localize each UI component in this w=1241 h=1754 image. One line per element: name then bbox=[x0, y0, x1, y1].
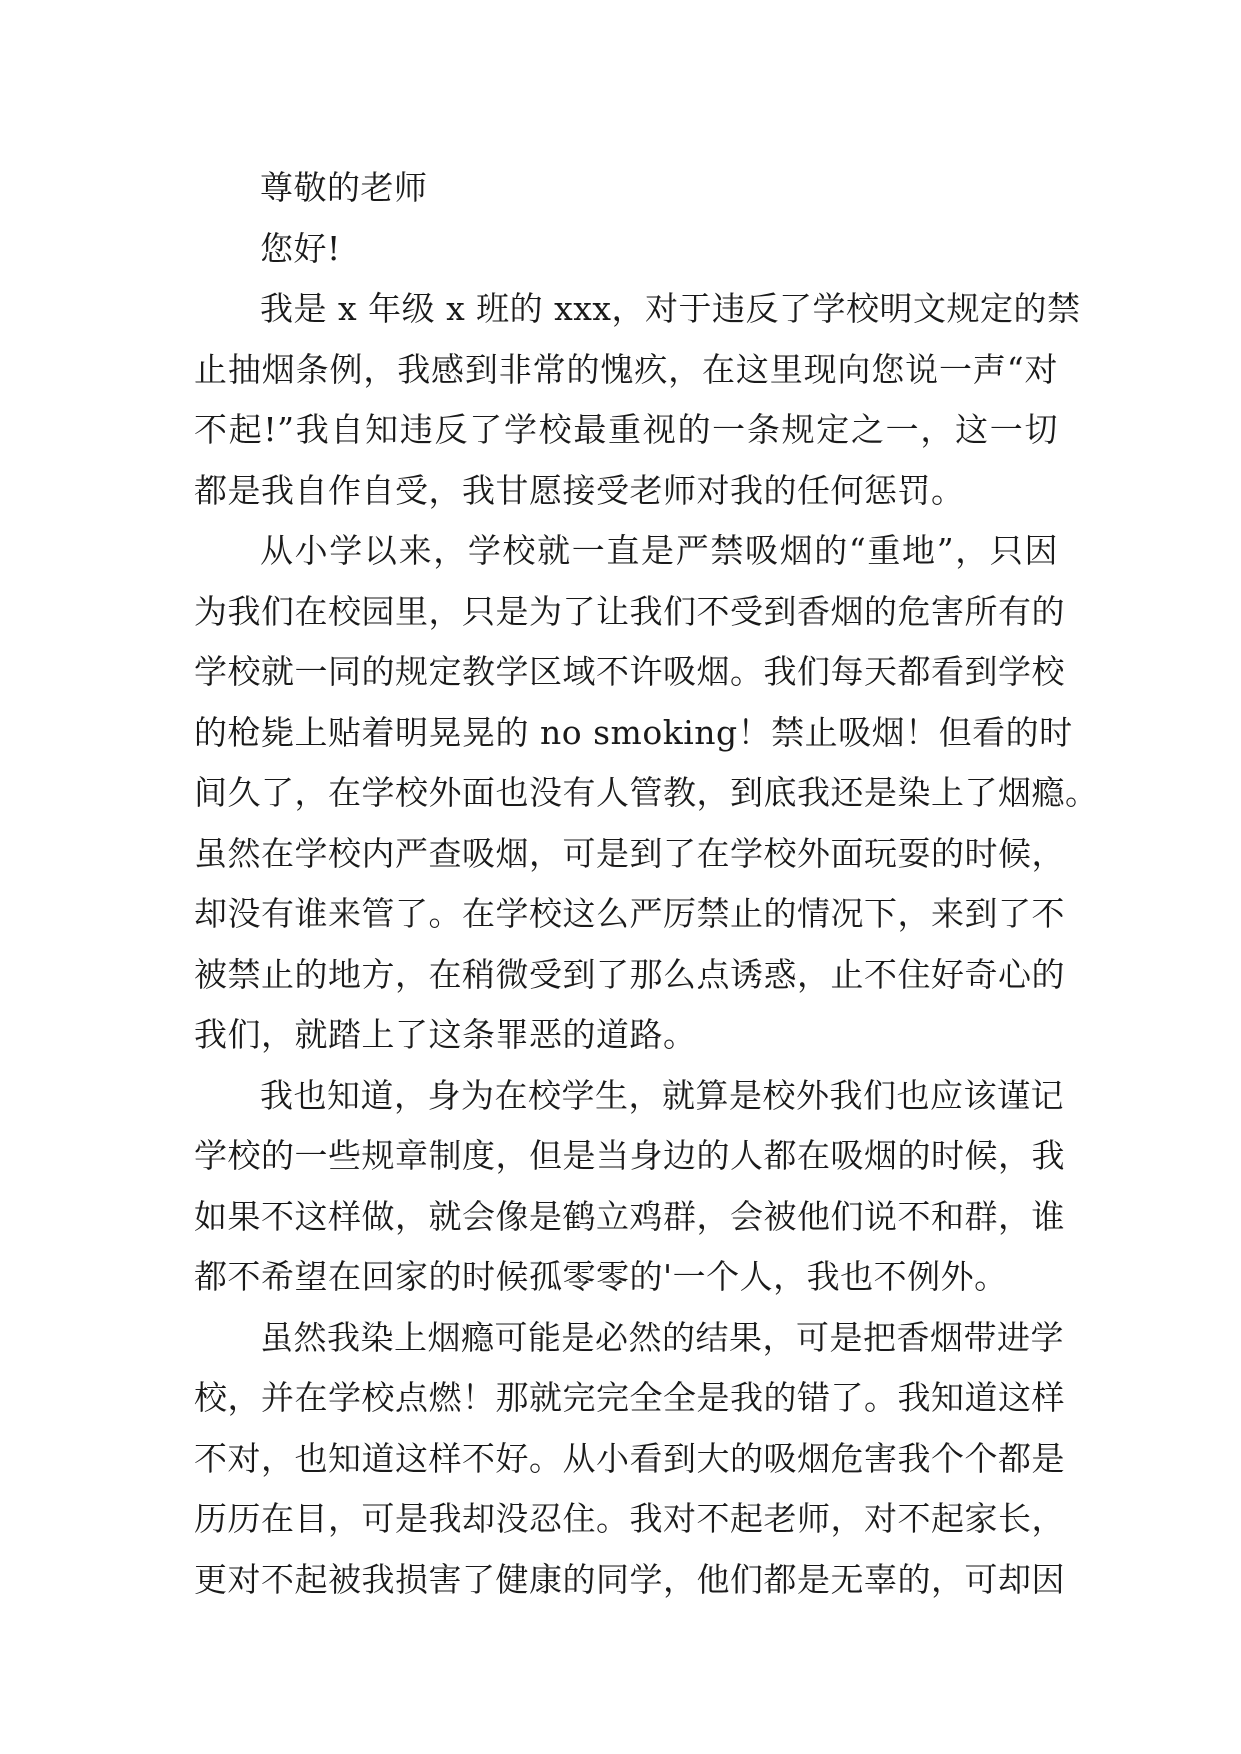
paragraph-line: 我也知道，身为在校学生，就算是校外我们也应该谨记 bbox=[260, 1075, 1064, 1115]
paragraph-line: 止抽烟条例，我感到非常的愧疚，在这里现向您说一声“对 bbox=[194, 349, 1058, 389]
paragraph-line: 虽然我染上烟瘾可能是必然的结果，可是把香烟带进学 bbox=[260, 1317, 1064, 1357]
paragraph-1 bbox=[194, 279, 1081, 521]
paragraph-line: 不对，也知道这样不好。从小看到大的吸烟危害我个个都是 bbox=[194, 1438, 1065, 1478]
letter-body bbox=[194, 158, 1099, 1610]
paragraph-line: 不起!”我自知违反了学校最重视的一条规定之一，这一切 bbox=[194, 410, 1058, 449]
paragraph-line: 的枪毙上贴着明晃晃的 no smoking！禁止吸烟！但看的时 bbox=[194, 712, 1073, 752]
greeting bbox=[194, 219, 1058, 280]
greeting-line: 您好! bbox=[260, 228, 341, 268]
paragraph-line: 间久了，在学校外面也没有人管教，到底我还是染上了烟瘾。 bbox=[194, 773, 1099, 812]
paragraph-line: 虽然在学校内严查吸烟，可是到了在学校外面玩耍的时候， bbox=[194, 833, 1065, 873]
paragraph-3 bbox=[194, 1066, 1065, 1308]
paragraph-line: 学校的一些规章制度，但是当身边的人都在吸烟的时候，我 bbox=[194, 1136, 1065, 1175]
paragraph-line: 更对不起被我损害了健康的同学，他们都是无辜的，可却因 bbox=[194, 1559, 1065, 1599]
salutation bbox=[194, 158, 1058, 219]
paragraph-line: 却没有谁来管了。在学校这么严厉禁止的情况下，来到了不 bbox=[194, 894, 1065, 933]
paragraph-line: 被禁止的地方，在稍微受到了那么点诱惑，止不住好奇心的 bbox=[194, 954, 1065, 994]
paragraph-line: 如果不这样做，就会像是鹤立鸡群，会被他们说不和群，谁 bbox=[194, 1196, 1065, 1236]
paragraph-line: 校，并在学校点燃！那就完完全全是我的错了。我知道这样 bbox=[194, 1378, 1065, 1417]
paragraph-2 bbox=[194, 521, 1099, 1066]
paragraph-line: 我是 x 年级 x 班的 xxx，对于违反了学校明文规定的禁 bbox=[260, 289, 1081, 328]
paragraph-line: 为我们在校园里，只是为了让我们不受到香烟的危害所有的 bbox=[194, 591, 1065, 631]
paragraph-line: 学校就一同的规定教学区域不许吸烟。我们每天都看到学校 bbox=[194, 652, 1065, 691]
paragraph-line: 都是我自作自受，我甘愿接受老师对我的任何惩罚。 bbox=[194, 470, 965, 510]
paragraph-4 bbox=[194, 1308, 1065, 1611]
paragraph-line: 从小学以来，学校就一直是严禁吸烟的“重地”，只因 bbox=[260, 531, 1058, 570]
salutation-line: 尊敬的老师 bbox=[260, 168, 428, 207]
paragraph-line: 我们，就踏上了这条罪恶的道路。 bbox=[194, 1015, 697, 1054]
paragraph-line: 都不希望在回家的时候孤零零的'一个人，我也不例外。 bbox=[194, 1257, 1008, 1296]
paragraph-line: 历历在目，可是我却没忍住。我对不起老师，对不起家长， bbox=[194, 1499, 1065, 1538]
